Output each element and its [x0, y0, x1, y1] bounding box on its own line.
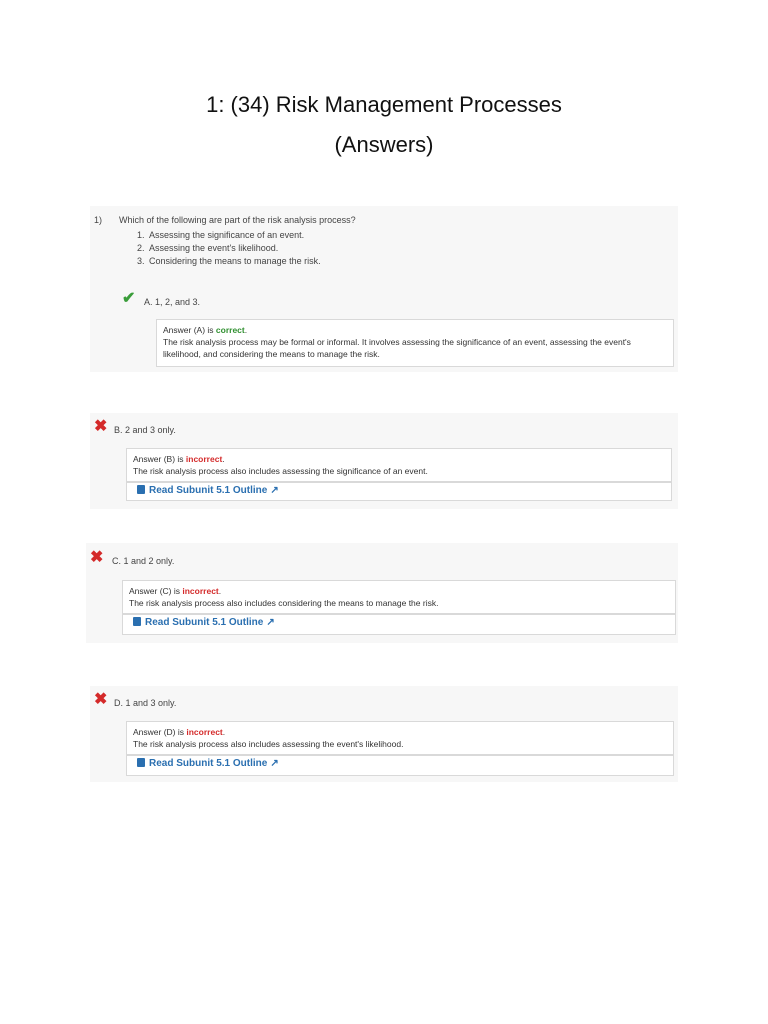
explanation-text: The risk analysis process may be formal or informal. It involves assessing the significance of an event, assessing the event's likelihood, and considering the means to manage the risk. [163, 337, 631, 359]
explanation-text: The risk analysis process also includes assessing the event's likelihood. [133, 739, 404, 749]
read-subunit-link[interactable]: Read Subunit 5.1 Outline ↗ [122, 614, 676, 635]
check-icon: ✔ [122, 290, 136, 307]
book-icon [133, 617, 141, 626]
read-subunit-link[interactable]: Read Subunit 5.1 Outline ↗ [126, 755, 674, 776]
read-subunit-link[interactable]: Read Subunit 5.1 Outline ↗ [126, 482, 672, 501]
answer-a-screenshot [90, 206, 678, 372]
external-link-icon: ↗ [270, 485, 279, 496]
explanation-text: The risk analysis process also includes considering the means to manage the risk. [129, 598, 439, 608]
question-statement-list [137, 229, 321, 268]
choice-d[interactable]: D. 1 and 3 only. [114, 698, 177, 708]
cross-icon: ✖ [94, 418, 108, 435]
question-text: Which of the following are part of the risk analysis process? [119, 215, 356, 225]
explanation-text: The risk analysis process also includes assessing the significance of an event. [133, 466, 428, 476]
external-link-icon: ↗ [266, 617, 275, 628]
answer-b-screenshot [90, 413, 678, 509]
feedback-box-c: Answer (C) is incorrect. The risk analysis process also includes considering the means to manage the risk. [122, 580, 676, 614]
external-link-icon: ↗ [270, 758, 279, 769]
list-item: 1. Assessing the significance of an event. [137, 230, 305, 240]
verdict-incorrect: incorrect [186, 727, 223, 737]
page-title: 1: (34) Risk Management Processes [206, 92, 562, 117]
book-icon [137, 485, 145, 494]
feedback-box-a: Answer (A) is correct. The risk analysis process may be formal or informal. It involves assessing the significance of an event, assessing the event's likelihood, and considering the means to manage the risk. [156, 319, 674, 367]
answer-d-screenshot [90, 686, 678, 782]
verdict-incorrect: incorrect [185, 454, 223, 464]
verdict-correct: correct [215, 325, 245, 335]
page-subtitle: (Answers) [334, 132, 434, 157]
cross-icon: ✖ [90, 549, 104, 566]
question-number: 1) [94, 215, 103, 225]
answer-c-screenshot [86, 543, 678, 643]
feedback-box-b: Answer (B) is incorrect. The risk analysis process also includes assessing the significance of an event. [126, 448, 672, 482]
list-item: 2. Assessing the event's likelihood. [137, 243, 279, 253]
cross-icon: ✖ [94, 691, 108, 708]
book-icon [137, 758, 145, 767]
choice-b[interactable]: B. 2 and 3 only. [114, 425, 176, 435]
feedback-box-d: Answer (D) is incorrect. The risk analysis process also includes assessing the event's likelihood. [126, 721, 674, 755]
list-item: 3. Considering the means to manage the risk. [137, 256, 321, 266]
verdict-incorrect: incorrect [182, 586, 219, 596]
choice-a[interactable]: A. 1, 2, and 3. [144, 297, 201, 307]
choice-c[interactable]: C. 1 and 2 only. [112, 556, 175, 566]
